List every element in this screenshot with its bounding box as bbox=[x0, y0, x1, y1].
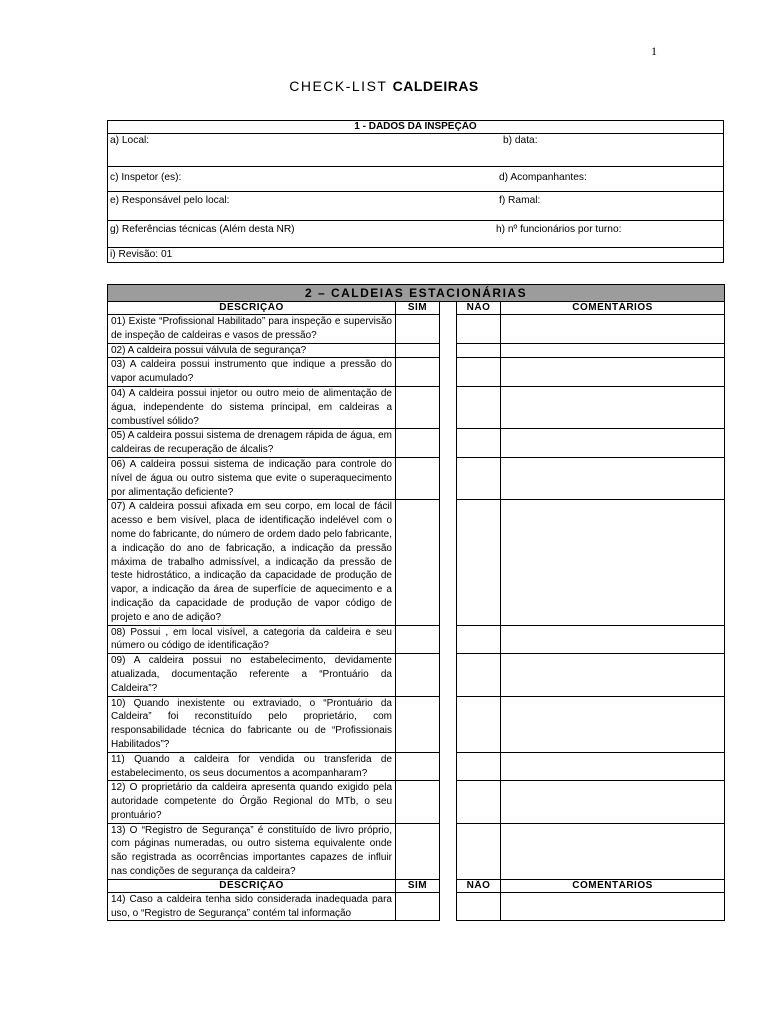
checklist-row bbox=[108, 752, 725, 781]
page-number: 1 bbox=[651, 44, 657, 58]
comment-cell[interactable] bbox=[501, 696, 725, 752]
answer-sim-cell[interactable] bbox=[396, 500, 440, 625]
answer-sim-cell[interactable] bbox=[396, 386, 440, 428]
col-separator bbox=[440, 781, 457, 823]
comment-cell[interactable] bbox=[501, 500, 725, 625]
comment-cell[interactable] bbox=[501, 625, 725, 654]
answer-nao-cell[interactable] bbox=[457, 823, 501, 879]
col-separator bbox=[440, 500, 457, 625]
field-local: a) Local: bbox=[110, 135, 150, 146]
col-separator bbox=[440, 429, 457, 458]
answer-sim-cell[interactable] bbox=[396, 781, 440, 823]
col-sim: SIM bbox=[396, 302, 440, 315]
document-title bbox=[0, 78, 768, 94]
question-text: 02) A caldeira possui válvula de segurança? bbox=[108, 343, 396, 358]
col-separator bbox=[440, 879, 457, 892]
answer-nao-cell[interactable] bbox=[457, 315, 501, 344]
question-text: 01) Existe “Profissional Habilitado” para inspeção e supervisão de inspeção de caldeiras e vasos de pressão? bbox=[108, 315, 396, 344]
question-text: 06) A caldeira possui sistema de indicação para controle do nível de água ou outro sistema que evite o superaquecimento por alimentação deficiente? bbox=[108, 457, 396, 499]
answer-sim-cell[interactable] bbox=[396, 315, 440, 344]
checklist-table bbox=[107, 284, 725, 921]
answer-nao-cell[interactable] bbox=[457, 892, 501, 921]
field-row[interactable] bbox=[108, 248, 724, 263]
col-separator bbox=[440, 625, 457, 654]
checklist-row bbox=[108, 781, 725, 823]
col-nao: NÃO bbox=[457, 302, 501, 315]
answer-nao-cell[interactable] bbox=[457, 625, 501, 654]
field-inspetor: c) Inspetor (es): bbox=[110, 172, 182, 183]
answer-nao-cell[interactable] bbox=[457, 781, 501, 823]
comment-cell[interactable] bbox=[501, 892, 725, 921]
checklist-row bbox=[108, 500, 725, 625]
col-separator bbox=[440, 358, 457, 387]
answer-nao-cell[interactable] bbox=[457, 500, 501, 625]
inspection-data-table bbox=[107, 120, 724, 263]
question-text: 13) O “Registro de Segurança” é constituído de livro próprio, com páginas numeradas, ou outro sistema equivalente onde são registrada as ocorrências importantes capazes de influir nas condições de segurança da caldeira? bbox=[108, 823, 396, 879]
title-prefix: CHECK-LIST bbox=[289, 78, 388, 94]
question-text: 11) Quando a caldeira for vendida ou transferida de estabelecimento, os seus documentos a acompanharam? bbox=[108, 752, 396, 781]
comment-cell[interactable] bbox=[501, 823, 725, 879]
field-acompanhantes: d) Acompanhantes: bbox=[499, 172, 587, 183]
col-separator bbox=[440, 302, 457, 315]
checklist-row bbox=[108, 892, 725, 921]
checklist-row bbox=[108, 823, 725, 879]
col-descricao: DESCRIÇÃO bbox=[108, 302, 396, 315]
answer-sim-cell[interactable] bbox=[396, 752, 440, 781]
comment-cell[interactable] bbox=[501, 358, 725, 387]
answer-sim-cell[interactable] bbox=[396, 625, 440, 654]
comment-cell[interactable] bbox=[501, 457, 725, 499]
answer-nao-cell[interactable] bbox=[457, 358, 501, 387]
section1-header: 1 - DADOS DA INSPEÇÃO bbox=[108, 121, 724, 134]
answer-sim-cell[interactable] bbox=[396, 823, 440, 879]
field-revisao: i) Revisão: 01 bbox=[110, 249, 173, 260]
col-separator bbox=[440, 457, 457, 499]
checklist-row bbox=[108, 386, 725, 428]
answer-nao-cell[interactable] bbox=[457, 343, 501, 358]
checklist-row bbox=[108, 457, 725, 499]
field-ramal: f) Ramal: bbox=[499, 195, 541, 206]
col-separator bbox=[440, 343, 457, 358]
col-separator bbox=[440, 696, 457, 752]
answer-sim-cell[interactable] bbox=[396, 457, 440, 499]
answer-sim-cell[interactable] bbox=[396, 358, 440, 387]
comment-cell[interactable] bbox=[501, 654, 725, 696]
field-row[interactable] bbox=[108, 192, 724, 221]
checklist-row bbox=[108, 625, 725, 654]
answer-sim-cell[interactable] bbox=[396, 343, 440, 358]
col-separator bbox=[440, 892, 457, 921]
checklist-row bbox=[108, 343, 725, 358]
comment-cell[interactable] bbox=[501, 752, 725, 781]
col-descricao: DESCRIÇÃO bbox=[108, 879, 396, 892]
answer-nao-cell[interactable] bbox=[457, 429, 501, 458]
field-responsavel: e) Responsável pelo local: bbox=[110, 195, 230, 206]
field-funcionarios: h) nº funcionários por turno: bbox=[496, 224, 622, 235]
checklist-row bbox=[108, 696, 725, 752]
col-comentarios: COMENTÁRIOS bbox=[501, 302, 725, 315]
comment-cell[interactable] bbox=[501, 343, 725, 358]
answer-nao-cell[interactable] bbox=[457, 654, 501, 696]
answer-nao-cell[interactable] bbox=[457, 457, 501, 499]
comment-cell[interactable] bbox=[501, 386, 725, 428]
question-text: 05) A caldeira possui sistema de drenagem rápida de água, em caldeiras de recuperação de álcalis? bbox=[108, 429, 396, 458]
col-comentarios: COMENTÁRIOS bbox=[501, 879, 725, 892]
answer-sim-cell[interactable] bbox=[396, 892, 440, 921]
checklist-row bbox=[108, 654, 725, 696]
field-data: b) data: bbox=[503, 135, 538, 146]
title-bold: CALDEIRAS bbox=[392, 78, 479, 94]
answer-nao-cell[interactable] bbox=[457, 386, 501, 428]
field-row[interactable] bbox=[108, 221, 724, 248]
col-sim: SIM bbox=[396, 879, 440, 892]
question-text: 14) Caso a caldeira tenha sido considerada inadequada para uso, o “Registro de Segurança” contém tal informação bbox=[108, 892, 396, 921]
answer-sim-cell[interactable] bbox=[396, 696, 440, 752]
question-text: 07) A caldeira possui afixada em seu corpo, em local de fácil acesso e bem visível, placa de identificação indelével com o nome do fabricante, do número de ordem dado pelo fabricante, a indicação do ano de fabricação, a indicação da pressão máxima de trabalho admissível, a indicação da pressão de teste hidrostático, a indicação da capacidade de produção de vapor, a indicação da área de superfície de aquecimento e a indicação da capacidade de produção de vapor código de projeto e ano de adição? bbox=[108, 500, 396, 625]
comment-cell[interactable] bbox=[501, 315, 725, 344]
col-separator bbox=[440, 315, 457, 344]
section2-header: 2 – CALDEIAS ESTACIONÁRIAS bbox=[108, 285, 725, 302]
question-text: 08) Possui , em local visível, a categoria da caldeira e seu número ou código de identificação? bbox=[108, 625, 396, 654]
answer-sim-cell[interactable] bbox=[396, 654, 440, 696]
question-text: 04) A caldeira possui injetor ou outro meio de alimentação de água, independente do sistema principal, em caldeiras a combustível sólido? bbox=[108, 386, 396, 428]
field-referencias: g) Referências técnicas (Além desta NR) bbox=[110, 224, 295, 235]
question-text: 09) A caldeira possui no estabelecimento, devidamente atualizada, documentação referente a “Prontuário da Caldeira”? bbox=[108, 654, 396, 696]
comment-cell[interactable] bbox=[501, 781, 725, 823]
answer-nao-cell[interactable] bbox=[457, 696, 501, 752]
checklist-row bbox=[108, 358, 725, 387]
comment-cell[interactable] bbox=[501, 429, 725, 458]
col-nao: NÃO bbox=[457, 879, 501, 892]
question-text: 12) O proprietário da caldeira apresenta quando exigido pela autoridade competente do Órgão Regional do MTb, o seu prontuário? bbox=[108, 781, 396, 823]
col-separator bbox=[440, 752, 457, 781]
col-separator bbox=[440, 386, 457, 428]
checklist-row bbox=[108, 315, 725, 344]
answer-nao-cell[interactable] bbox=[457, 752, 501, 781]
checklist-row bbox=[108, 429, 725, 458]
field-row[interactable] bbox=[108, 167, 724, 192]
field-row[interactable] bbox=[108, 134, 724, 167]
question-text: 10) Quando inexistente ou extraviado, o “Prontuário da Caldeira” foi reconstituído pelo proprietário, com responsabilidade técnica do fabricante ou de “Profissionais Habilitados”? bbox=[108, 696, 396, 752]
answer-sim-cell[interactable] bbox=[396, 429, 440, 458]
question-text: 03) A caldeira possui instrumento que indique a pressão do vapor acumulado? bbox=[108, 358, 396, 387]
col-separator bbox=[440, 823, 457, 879]
col-separator bbox=[440, 654, 457, 696]
